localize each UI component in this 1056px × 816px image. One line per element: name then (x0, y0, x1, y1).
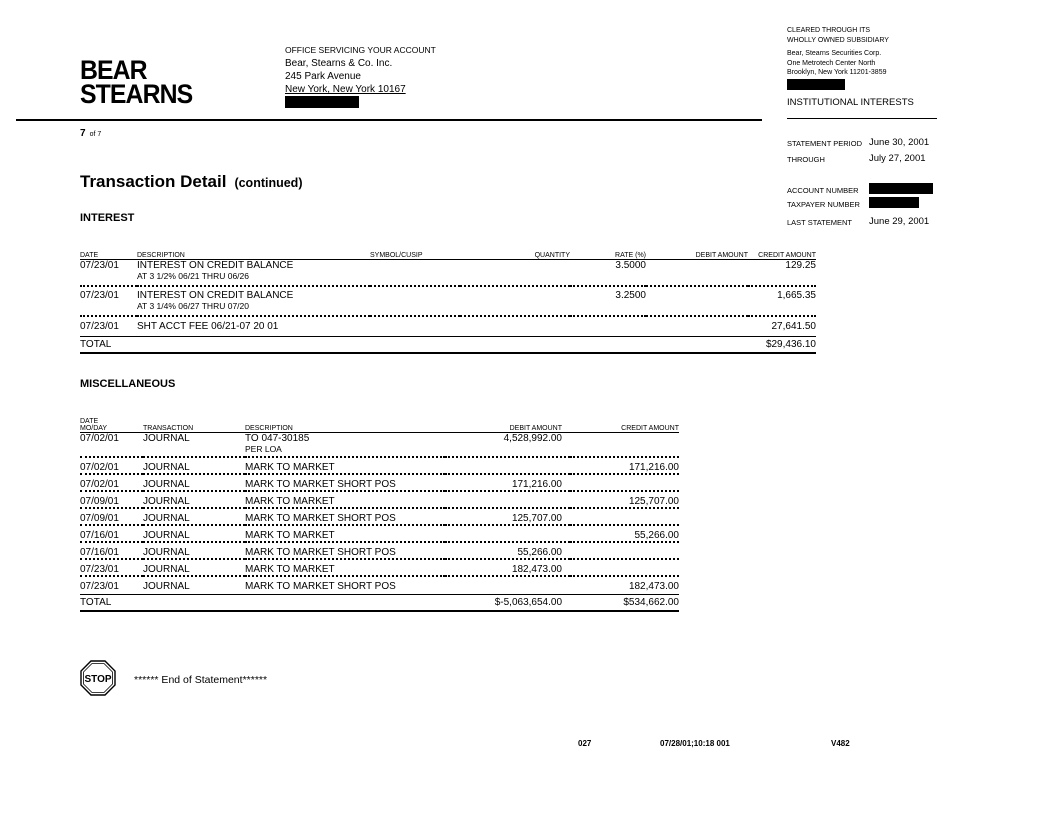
page-title-suffix: (continued) (234, 176, 303, 190)
row-debit: 171,216.00 (445, 474, 570, 491)
col-date-line2: MO/DAY (80, 425, 108, 432)
table-row (80, 474, 679, 491)
row-date: 07/09/01 (80, 491, 143, 508)
miscellaneous-table (80, 412, 679, 612)
office-street: 245 Park Avenue (285, 71, 361, 82)
row-debit (445, 457, 570, 474)
redaction-bar (869, 183, 933, 194)
interest-heading: INTEREST (80, 212, 135, 224)
row-description: MARK TO MARKET (245, 457, 445, 474)
row-date: 07/16/01 (80, 525, 143, 542)
through-value: July 27, 2001 (869, 153, 926, 164)
table-row (80, 559, 679, 576)
statement-period-value: June 30, 2001 (869, 137, 930, 148)
row-rate: 3.2500 (570, 286, 646, 316)
row-credit: 1,665.35 (748, 286, 816, 316)
office-name: Bear, Stearns & Co. Inc. (285, 58, 393, 69)
last-statement-value: June 29, 2001 (869, 216, 930, 227)
row-description: SHT ACCT FEE 06/21-07 20 01 (137, 321, 279, 332)
cleared-through-block (787, 26, 914, 108)
col-description: DESCRIPTION (245, 412, 445, 433)
total-credit: $29,436.10 (748, 337, 816, 354)
row-debit (445, 491, 570, 508)
row-transaction: JOURNAL (143, 542, 245, 559)
clearing-addr1: One Metrotech Center North (787, 59, 876, 67)
row-credit (570, 474, 679, 491)
row-credit (570, 542, 679, 559)
row-description: MARK TO MARKET SHORT POS (245, 508, 445, 525)
row-credit: 55,266.00 (570, 525, 679, 542)
footer-timestamp: 07/28/01;10:18 001 (660, 739, 730, 748)
logo-line1: BEAR (80, 55, 147, 85)
footer-version: V482 (831, 739, 850, 748)
row-transaction: JOURNAL (143, 491, 245, 508)
row-date: 07/23/01 (80, 581, 119, 592)
account-number-label: ACCOUNT NUMBER (787, 186, 859, 195)
row-debit (445, 576, 570, 595)
row-debit: 182,473.00 (445, 559, 570, 576)
col-debit: DEBIT AMOUNT (646, 245, 748, 260)
office-address-block (285, 44, 436, 112)
row-date: 07/23/01 (80, 260, 137, 287)
row-description (137, 286, 370, 316)
row-date: 07/23/01 (80, 559, 143, 576)
row-credit: 129.25 (748, 260, 816, 287)
row-transaction: JOURNAL (143, 581, 190, 592)
col-rate: RATE (%) (570, 245, 646, 260)
table-row (80, 260, 816, 287)
last-statement-row (787, 216, 930, 227)
desc-line2: AT 3 1/2% 06/21 THRU 06/26 (137, 271, 249, 281)
row-date: 07/02/01 (80, 457, 143, 474)
redaction-bar (787, 79, 845, 90)
col-debit: DEBIT AMOUNT (445, 412, 570, 433)
clearing-corp: Bear, Stearns Securities Corp. (787, 50, 882, 57)
header-rule (16, 119, 762, 121)
row-credit (570, 559, 679, 576)
row-debit (445, 525, 570, 542)
bear-stearns-logo (80, 55, 193, 109)
row-description: MARK TO MARKET SHORT POS (245, 581, 396, 592)
row-description: MARK TO MARKET (245, 559, 445, 576)
interest-header-row (80, 245, 816, 260)
cleared-line2: WHOLLY OWNED SUBSIDIARY (787, 36, 889, 44)
page-total: of 7 (89, 131, 102, 138)
col-transaction: TRANSACTION (143, 412, 245, 433)
row-transaction: JOURNAL (143, 559, 245, 576)
col-date (80, 412, 143, 433)
cleared-line1: CLEARED THROUGH ITS (787, 27, 871, 34)
row-credit (570, 508, 679, 525)
logo-line2: STEARNS (80, 79, 193, 109)
row-date: 07/09/01 (80, 508, 143, 525)
row-credit: 182,473.00 (628, 581, 679, 592)
miscellaneous-heading: MISCELLANEOUS (80, 378, 176, 390)
col-credit: CREDIT AMOUNT (570, 412, 679, 433)
stop-sign-icon (80, 660, 116, 696)
row-transaction: JOURNAL (143, 457, 245, 474)
row-credit: 171,216.00 (570, 457, 679, 474)
total-label: TOTAL (80, 595, 143, 612)
col-credit: CREDIT AMOUNT (748, 245, 816, 260)
page-title (80, 172, 302, 192)
total-row (80, 337, 816, 354)
row-credit: 27,641.50 (771, 321, 816, 332)
desc-line2: PER LOA (245, 444, 282, 454)
account-number-row (787, 186, 859, 195)
misc-header-row (80, 412, 679, 433)
row-description (137, 260, 370, 287)
row-description: MARK TO MARKET SHORT POS (245, 474, 445, 491)
desc-line2: AT 3 1/4% 06/27 THRU 07/20 (137, 301, 249, 311)
taxpayer-number-row (787, 200, 860, 209)
row-date: 07/16/01 (80, 542, 143, 559)
row-rate: 3.5000 (570, 260, 646, 287)
account-holder-name: INSTITUTIONAL INTERESTS (787, 97, 914, 108)
interest-table (80, 245, 816, 354)
office-city: New York, New York 10167 (285, 84, 406, 95)
col-date: DATE (80, 245, 137, 260)
row-date: 07/23/01 (80, 286, 137, 316)
through-label: THROUGH (787, 155, 825, 164)
redaction-bar (285, 96, 359, 108)
total-label: TOTAL (80, 337, 137, 354)
through-row (787, 153, 926, 164)
table-row (80, 508, 679, 525)
row-date: 07/23/01 (80, 321, 119, 332)
end-of-statement: ****** End of Statement****** (134, 674, 268, 686)
redaction-bar (869, 197, 919, 208)
total-debit: $-5,063,654.00 (445, 595, 570, 612)
row-transaction: JOURNAL (143, 525, 245, 542)
row-transaction: JOURNAL (143, 508, 245, 525)
page-number (80, 128, 101, 139)
col-symbol: SYMBOL/CUSIP (370, 245, 460, 260)
table-row (80, 542, 679, 559)
table-row (80, 457, 679, 474)
row-date: 07/02/01 (80, 474, 143, 491)
table-row (80, 525, 679, 542)
office-title: OFFICE SERVICING YOUR ACCOUNT (285, 45, 436, 55)
row-description (245, 433, 445, 458)
row-transaction: JOURNAL (143, 433, 245, 458)
statement-period-label: STATEMENT PERIOD (787, 139, 863, 148)
last-statement-label: LAST STATEMENT (787, 218, 853, 227)
row-transaction: JOURNAL (143, 474, 245, 491)
right-header-rule (787, 118, 937, 119)
footer-code: 027 (578, 739, 592, 748)
row-debit: 4,528,992.00 (445, 433, 570, 458)
row-debit: 55,266.00 (445, 542, 570, 559)
row-description: MARK TO MARKET (245, 525, 445, 542)
row-description: MARK TO MARKET (245, 491, 445, 508)
total-credit: $534,662.00 (570, 595, 679, 612)
page-title-main: Transaction Detail (80, 172, 227, 191)
total-row (80, 595, 679, 612)
desc-line1: TO 047-30185 (245, 433, 310, 444)
statement-period-row (787, 137, 930, 148)
row-debit: 125,707.00 (445, 508, 570, 525)
stop-sign-text: STOP (84, 674, 112, 685)
desc-line1: INTEREST ON CREDIT BALANCE (137, 260, 294, 271)
row-description: MARK TO MARKET SHORT POS (245, 542, 445, 559)
row-credit (570, 433, 679, 458)
col-quantity: QUANTITY (460, 245, 570, 260)
table-row (80, 491, 679, 508)
table-row (80, 433, 679, 458)
table-row (80, 316, 816, 337)
desc-line1: INTEREST ON CREDIT BALANCE (137, 290, 294, 301)
row-date: 07/02/01 (80, 433, 143, 458)
taxpayer-number-label: TAXPAYER NUMBER (787, 200, 860, 209)
col-description: DESCRIPTION (137, 245, 370, 260)
page-current: 7 (80, 128, 86, 139)
row-credit: 125,707.00 (570, 491, 679, 508)
col-date-line1: DATE (80, 418, 99, 425)
clearing-addr2: Brooklyn, New York 11201-3859 (787, 69, 887, 76)
table-row (80, 576, 679, 595)
table-row (80, 286, 816, 316)
